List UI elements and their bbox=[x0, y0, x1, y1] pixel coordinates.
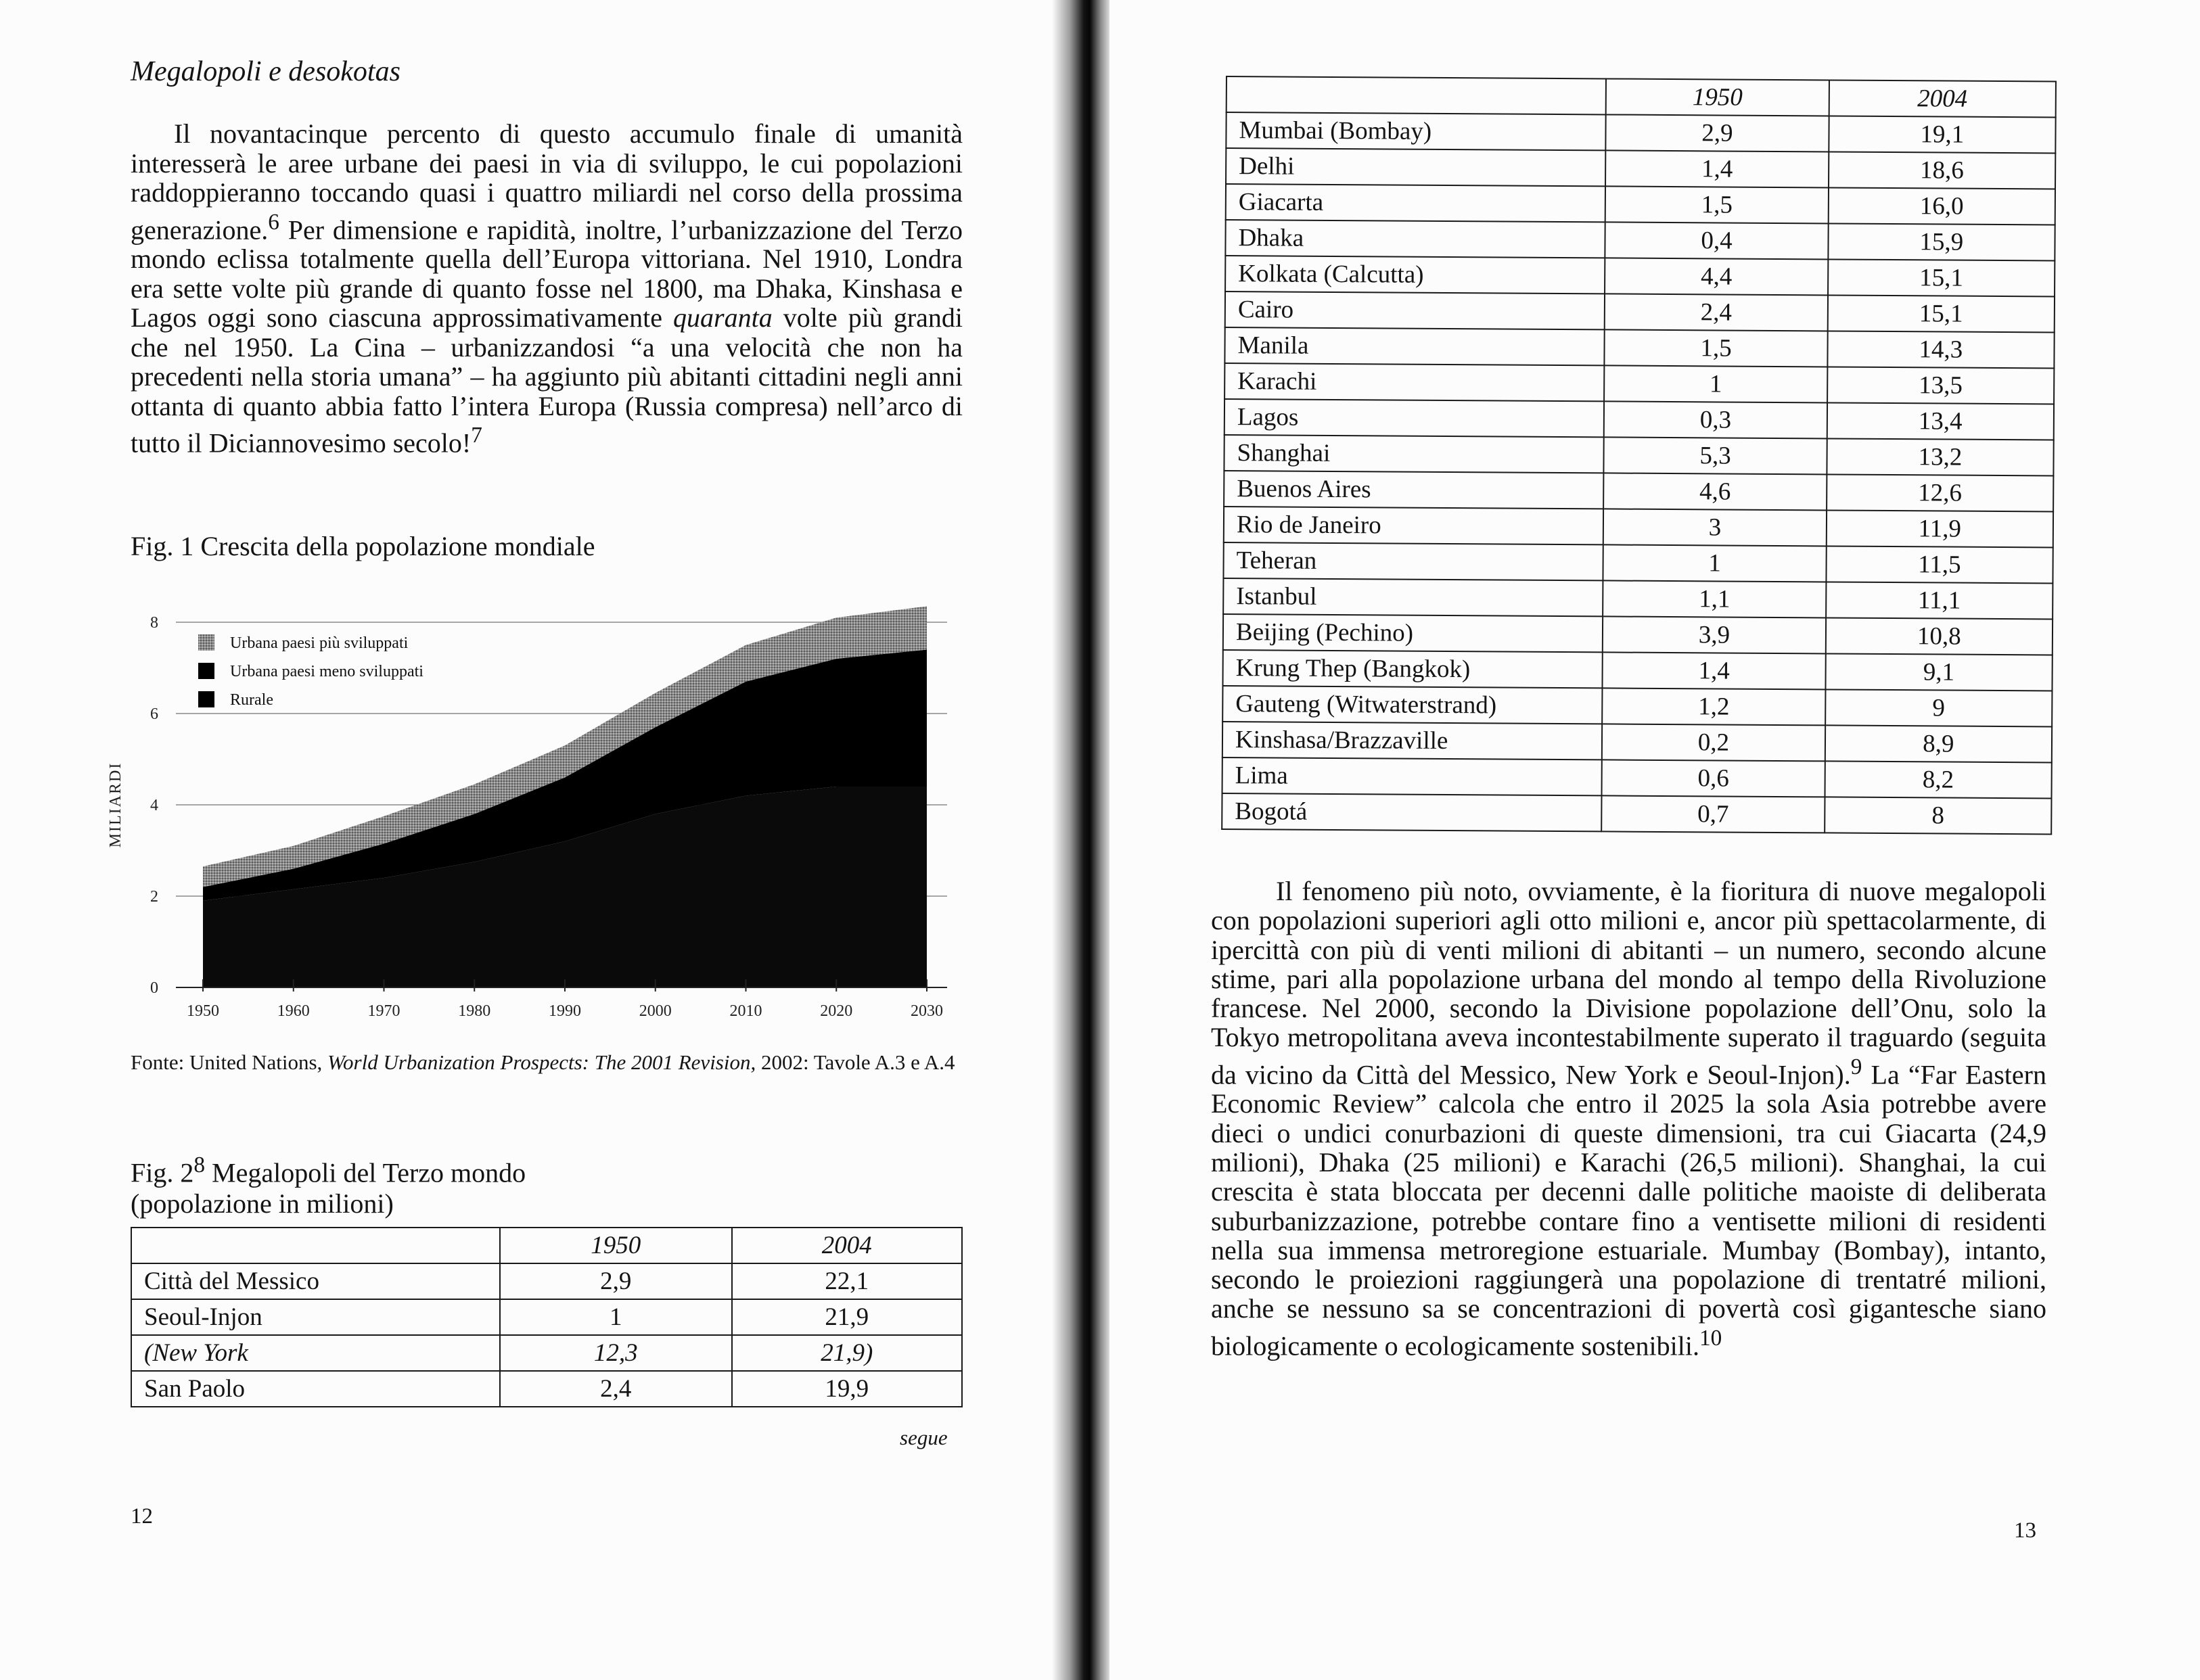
value-1950-cell: 4,6 bbox=[1603, 473, 1827, 510]
city-cell: Rio de Janeiro bbox=[1224, 507, 1604, 544]
header-1950: 1950 bbox=[1606, 78, 1829, 116]
x-tick-label: 1960 bbox=[277, 1002, 310, 1020]
table-row bbox=[1222, 722, 2052, 762]
y-tick-label: 6 bbox=[150, 705, 158, 723]
x-tick-label: 2020 bbox=[820, 1002, 853, 1020]
value-2004-cell: 8 bbox=[1825, 797, 2052, 834]
value-1950-cell: 0,2 bbox=[1602, 724, 1825, 761]
value-1950-cell: 0,6 bbox=[1602, 760, 1825, 797]
y-axis-label: MILIARDI bbox=[107, 762, 124, 848]
value-2004-cell: 16,0 bbox=[1828, 187, 2055, 225]
table-row bbox=[131, 1335, 962, 1371]
header-1950: 1950 bbox=[500, 1228, 731, 1263]
x-tick-label: 2000 bbox=[639, 1002, 672, 1020]
value-2004-cell: 11,9 bbox=[1826, 510, 2053, 547]
value-1950-cell: 1,2 bbox=[1602, 688, 1825, 725]
city-cell: (New York bbox=[131, 1335, 500, 1371]
legend-label: Rurale bbox=[230, 691, 273, 709]
value-2004-cell: 13,4 bbox=[1827, 402, 2054, 440]
header-city bbox=[131, 1228, 500, 1263]
value-1950-cell: 1 bbox=[1604, 365, 1827, 402]
city-cell: Dhaka bbox=[1225, 220, 1605, 258]
x-tick-label: 2010 bbox=[729, 1002, 762, 1020]
value-2004-cell: 19,1 bbox=[1829, 116, 2056, 153]
value-2004-cell: 14,3 bbox=[1827, 331, 2055, 368]
value-2004-cell: 9,1 bbox=[1825, 653, 2053, 691]
value-1950-cell: 12,3 bbox=[500, 1335, 731, 1371]
value-1950-cell: 3 bbox=[1603, 509, 1827, 546]
legend-swatch bbox=[198, 663, 214, 679]
value-1950-cell: 0,4 bbox=[1605, 222, 1829, 259]
table-row bbox=[1225, 291, 2055, 332]
value-2004-cell: 13,5 bbox=[1827, 367, 2055, 404]
legend-label: Urbana paesi meno sviluppati bbox=[230, 663, 423, 680]
value-2004-cell: 18,6 bbox=[1829, 151, 2056, 189]
left-page bbox=[0, 0, 1055, 1680]
header-2004: 2004 bbox=[732, 1228, 962, 1263]
value-2004-cell: 21,9) bbox=[732, 1335, 962, 1371]
table-row bbox=[1223, 542, 2053, 583]
header-2004: 2004 bbox=[1829, 80, 2056, 117]
table-row bbox=[1224, 363, 2054, 404]
table-row bbox=[1224, 327, 2054, 368]
city-cell: Mumbai (Bombay) bbox=[1226, 112, 1606, 150]
book-gutter bbox=[1052, 0, 1113, 1680]
table-row bbox=[1224, 435, 2053, 475]
table-row bbox=[1226, 112, 2055, 153]
table-row bbox=[1222, 793, 2051, 834]
value-1950-cell: 0,7 bbox=[1602, 795, 1825, 833]
x-tick-label: 1990 bbox=[549, 1002, 581, 1020]
table-row bbox=[1223, 614, 2053, 655]
city-cell: Città del Messico bbox=[131, 1263, 500, 1299]
right-body-paragraph: Il fenomeno più noto, ovviamente, è la fioritura di nuove megalopoli con popolazioni superiori agli otto milioni e, ancor più spettacolarmente, di ipercittà con più di venti milioni di abitanti – un numero, secondo alcune stime, pari alla popolazione urbana del mondo al tempo della Rivoluzione francese. Nel 2000, secondo la Divisione popolazione dell’Onu, solo la Tokyo metropolitana aveva incontestabilmente superato il traguardo (seguita da vicino da Città del Messico, New York e Seoul-Injon).$^9$ La “Far Eastern Economic Review” calcola che entro il 2025 la sola Asia potrebbe avere dieci o undici conurbazioni di queste dimensioni, tra cui Giacarta (24,9 milioni), Dhaka (25 milioni) e Karachi (26,5 milioni). Shanghai, la cui crescita è stata bloccata per decenni dalle politiche maoiste di deliberata suburbanizzazione, potrebbe contare fino a ventisette milioni di residenti nella sua immensa metroregione estuariale. Mumbay (Bombay), intanto, secondo le proiezioni raggiungerà una popolazione di trentatré milioni, anche se nessuno sa se concentrazioni di povertà così gigantesche siano biologicamente o ecologicamente sostenibili.$^{10}$ bbox=[1211, 876, 2046, 1361]
table-header-row bbox=[131, 1228, 962, 1263]
section-title: Megalopoli e desokotas bbox=[131, 56, 400, 87]
table-row bbox=[1225, 220, 2055, 260]
value-2004-cell: 19,9 bbox=[732, 1371, 962, 1407]
city-cell: Beijing (Pechino) bbox=[1223, 614, 1603, 652]
city-cell: Manila bbox=[1224, 327, 1605, 365]
value-1950-cell: 1,1 bbox=[1603, 580, 1826, 617]
value-1950-cell: 1,5 bbox=[1605, 186, 1829, 223]
header-city bbox=[1227, 76, 1607, 114]
megacity-table-part2 bbox=[1221, 76, 2057, 835]
fig2-caption: Fig. $2^8$ Megalopoli del Terzo mondo (popolazione in milioni) bbox=[131, 1152, 526, 1219]
table-row bbox=[131, 1371, 962, 1407]
page-number-right: 13 bbox=[2014, 1518, 2036, 1543]
table-row bbox=[1223, 578, 2053, 619]
value-1950-cell: 5,3 bbox=[1604, 437, 1827, 474]
value-2004-cell: 22,1 bbox=[732, 1263, 962, 1299]
value-1950-cell: 2,9 bbox=[1606, 114, 1829, 151]
value-2004-cell: 11,5 bbox=[1826, 546, 2053, 583]
fig1-caption: Fig. 1 Crescita della popolazione mondiale bbox=[131, 531, 595, 561]
city-cell: Buenos Aires bbox=[1224, 471, 1604, 509]
value-2004-cell: 21,9 bbox=[732, 1299, 962, 1335]
table-row bbox=[1222, 757, 2052, 798]
value-2004-cell: 10,8 bbox=[1825, 617, 2053, 655]
y-tick-label: 0 bbox=[150, 979, 158, 997]
value-1950-cell: 1,5 bbox=[1605, 329, 1828, 367]
table-row bbox=[1222, 686, 2052, 726]
table-row bbox=[131, 1263, 962, 1299]
value-1950-cell: 2,4 bbox=[500, 1371, 731, 1407]
legend-swatch bbox=[198, 634, 214, 651]
population-area-chart bbox=[101, 595, 947, 1028]
city-cell: Istanbul bbox=[1223, 578, 1603, 616]
table-row bbox=[1226, 184, 2055, 225]
x-tick-label: 1970 bbox=[367, 1002, 400, 1020]
city-cell: Delhi bbox=[1226, 148, 1606, 186]
value-1950-cell: 1,4 bbox=[1605, 150, 1829, 187]
city-cell: Giacarta bbox=[1226, 184, 1606, 222]
value-2004-cell: 13,2 bbox=[1827, 438, 2054, 475]
city-cell: Teheran bbox=[1223, 542, 1603, 580]
table-row bbox=[1226, 148, 2055, 189]
city-cell: Karachi bbox=[1224, 363, 1605, 401]
x-tick-label: 2030 bbox=[911, 1002, 943, 1020]
page-number-left: 12 bbox=[131, 1504, 153, 1529]
value-1950-cell: 0,3 bbox=[1604, 401, 1827, 438]
value-1950-cell: 3,9 bbox=[1603, 616, 1826, 653]
table-header-row bbox=[1227, 76, 2056, 117]
value-1950-cell: 2,4 bbox=[1605, 294, 1828, 331]
value-2004-cell: 12,6 bbox=[1827, 474, 2054, 511]
value-2004-cell: 11,1 bbox=[1826, 582, 2053, 619]
left-body-paragraph: Il novantacinque percento di questo accumulo finale di umanità interesserà le aree urbane dei paesi in via di sviluppo, le cui popolazioni raddoppieranno toccando quasi i quattro miliardi nel corso della prossima generazione.$^6$ Per dimensione e rapidità, inoltre, l’urbanizzazione del Terzo mondo eclissa totalmente quella dell’Europa vittoriana. Nel 1910, Londra era sette volte più grande di quanto fosse nel 1800, ma Dhaka, Kinshasa e Lagos oggi sono ciascuna approssimativamente quaranta volte più grandi che nel 1950. La Cina – urbanizzandosi “a una velocità che non ha precedenti nella storia umana” – ha aggiunto più abitanti cittadini negli anni ottanta di quanto abbia fatto l’intera Europa (Russia compresa) nell’arco di tutto il Diciannovesimo secolo!$^7$ bbox=[131, 118, 963, 459]
megacity-table-part1 bbox=[131, 1227, 963, 1407]
table-row bbox=[1224, 507, 2053, 547]
continued-note: segue bbox=[900, 1426, 948, 1449]
city-cell: Lima bbox=[1222, 757, 1603, 795]
city-cell: Bogotá bbox=[1222, 793, 1602, 831]
value-1950-cell: 4,4 bbox=[1605, 258, 1828, 295]
value-1950-cell: 1 bbox=[500, 1299, 731, 1335]
source-note: Fonte: United Nations, World Urbanization Prospects: The 2001 Revision, 2002: Tavole A.3 e A.4 bbox=[131, 1050, 955, 1074]
value-2004-cell: 15,9 bbox=[1828, 223, 2055, 260]
city-cell: Kolkata (Calcutta) bbox=[1225, 256, 1605, 294]
y-tick-label: 8 bbox=[150, 614, 158, 632]
value-2004-cell: 15,1 bbox=[1827, 295, 2055, 332]
value-1950-cell: 2,9 bbox=[500, 1263, 731, 1299]
legend-label: Urbana paesi più sviluppati bbox=[230, 634, 409, 652]
y-tick-label: 4 bbox=[150, 797, 158, 814]
city-cell: Cairo bbox=[1225, 291, 1605, 329]
table-row bbox=[1224, 399, 2054, 440]
table-row bbox=[1222, 650, 2052, 691]
city-cell: Seoul-Injon bbox=[131, 1299, 500, 1335]
value-2004-cell: 8,2 bbox=[1825, 761, 2052, 798]
x-tick-label: 1950 bbox=[187, 1002, 219, 1020]
value-1950-cell: 1 bbox=[1603, 544, 1827, 582]
city-cell: Kinshasa/Brazzaville bbox=[1222, 722, 1603, 760]
x-tick-label: 1980 bbox=[458, 1002, 491, 1020]
legend-swatch bbox=[198, 691, 214, 707]
y-tick-label: 2 bbox=[150, 888, 158, 906]
city-cell: Krung Thep (Bangkok) bbox=[1222, 650, 1603, 688]
city-cell: San Paolo bbox=[131, 1371, 500, 1407]
table-row bbox=[1225, 256, 2055, 296]
table-row bbox=[1224, 471, 2053, 511]
value-2004-cell: 9 bbox=[1825, 689, 2053, 726]
value-1950-cell: 1,4 bbox=[1603, 652, 1826, 689]
city-cell: Gauteng (Witwaterstrand) bbox=[1222, 686, 1603, 724]
value-2004-cell: 15,1 bbox=[1828, 259, 2055, 296]
value-2004-cell: 8,9 bbox=[1825, 725, 2052, 762]
city-cell: Shanghai bbox=[1224, 435, 1604, 473]
table-row bbox=[131, 1299, 962, 1335]
city-cell: Lagos bbox=[1224, 399, 1605, 437]
